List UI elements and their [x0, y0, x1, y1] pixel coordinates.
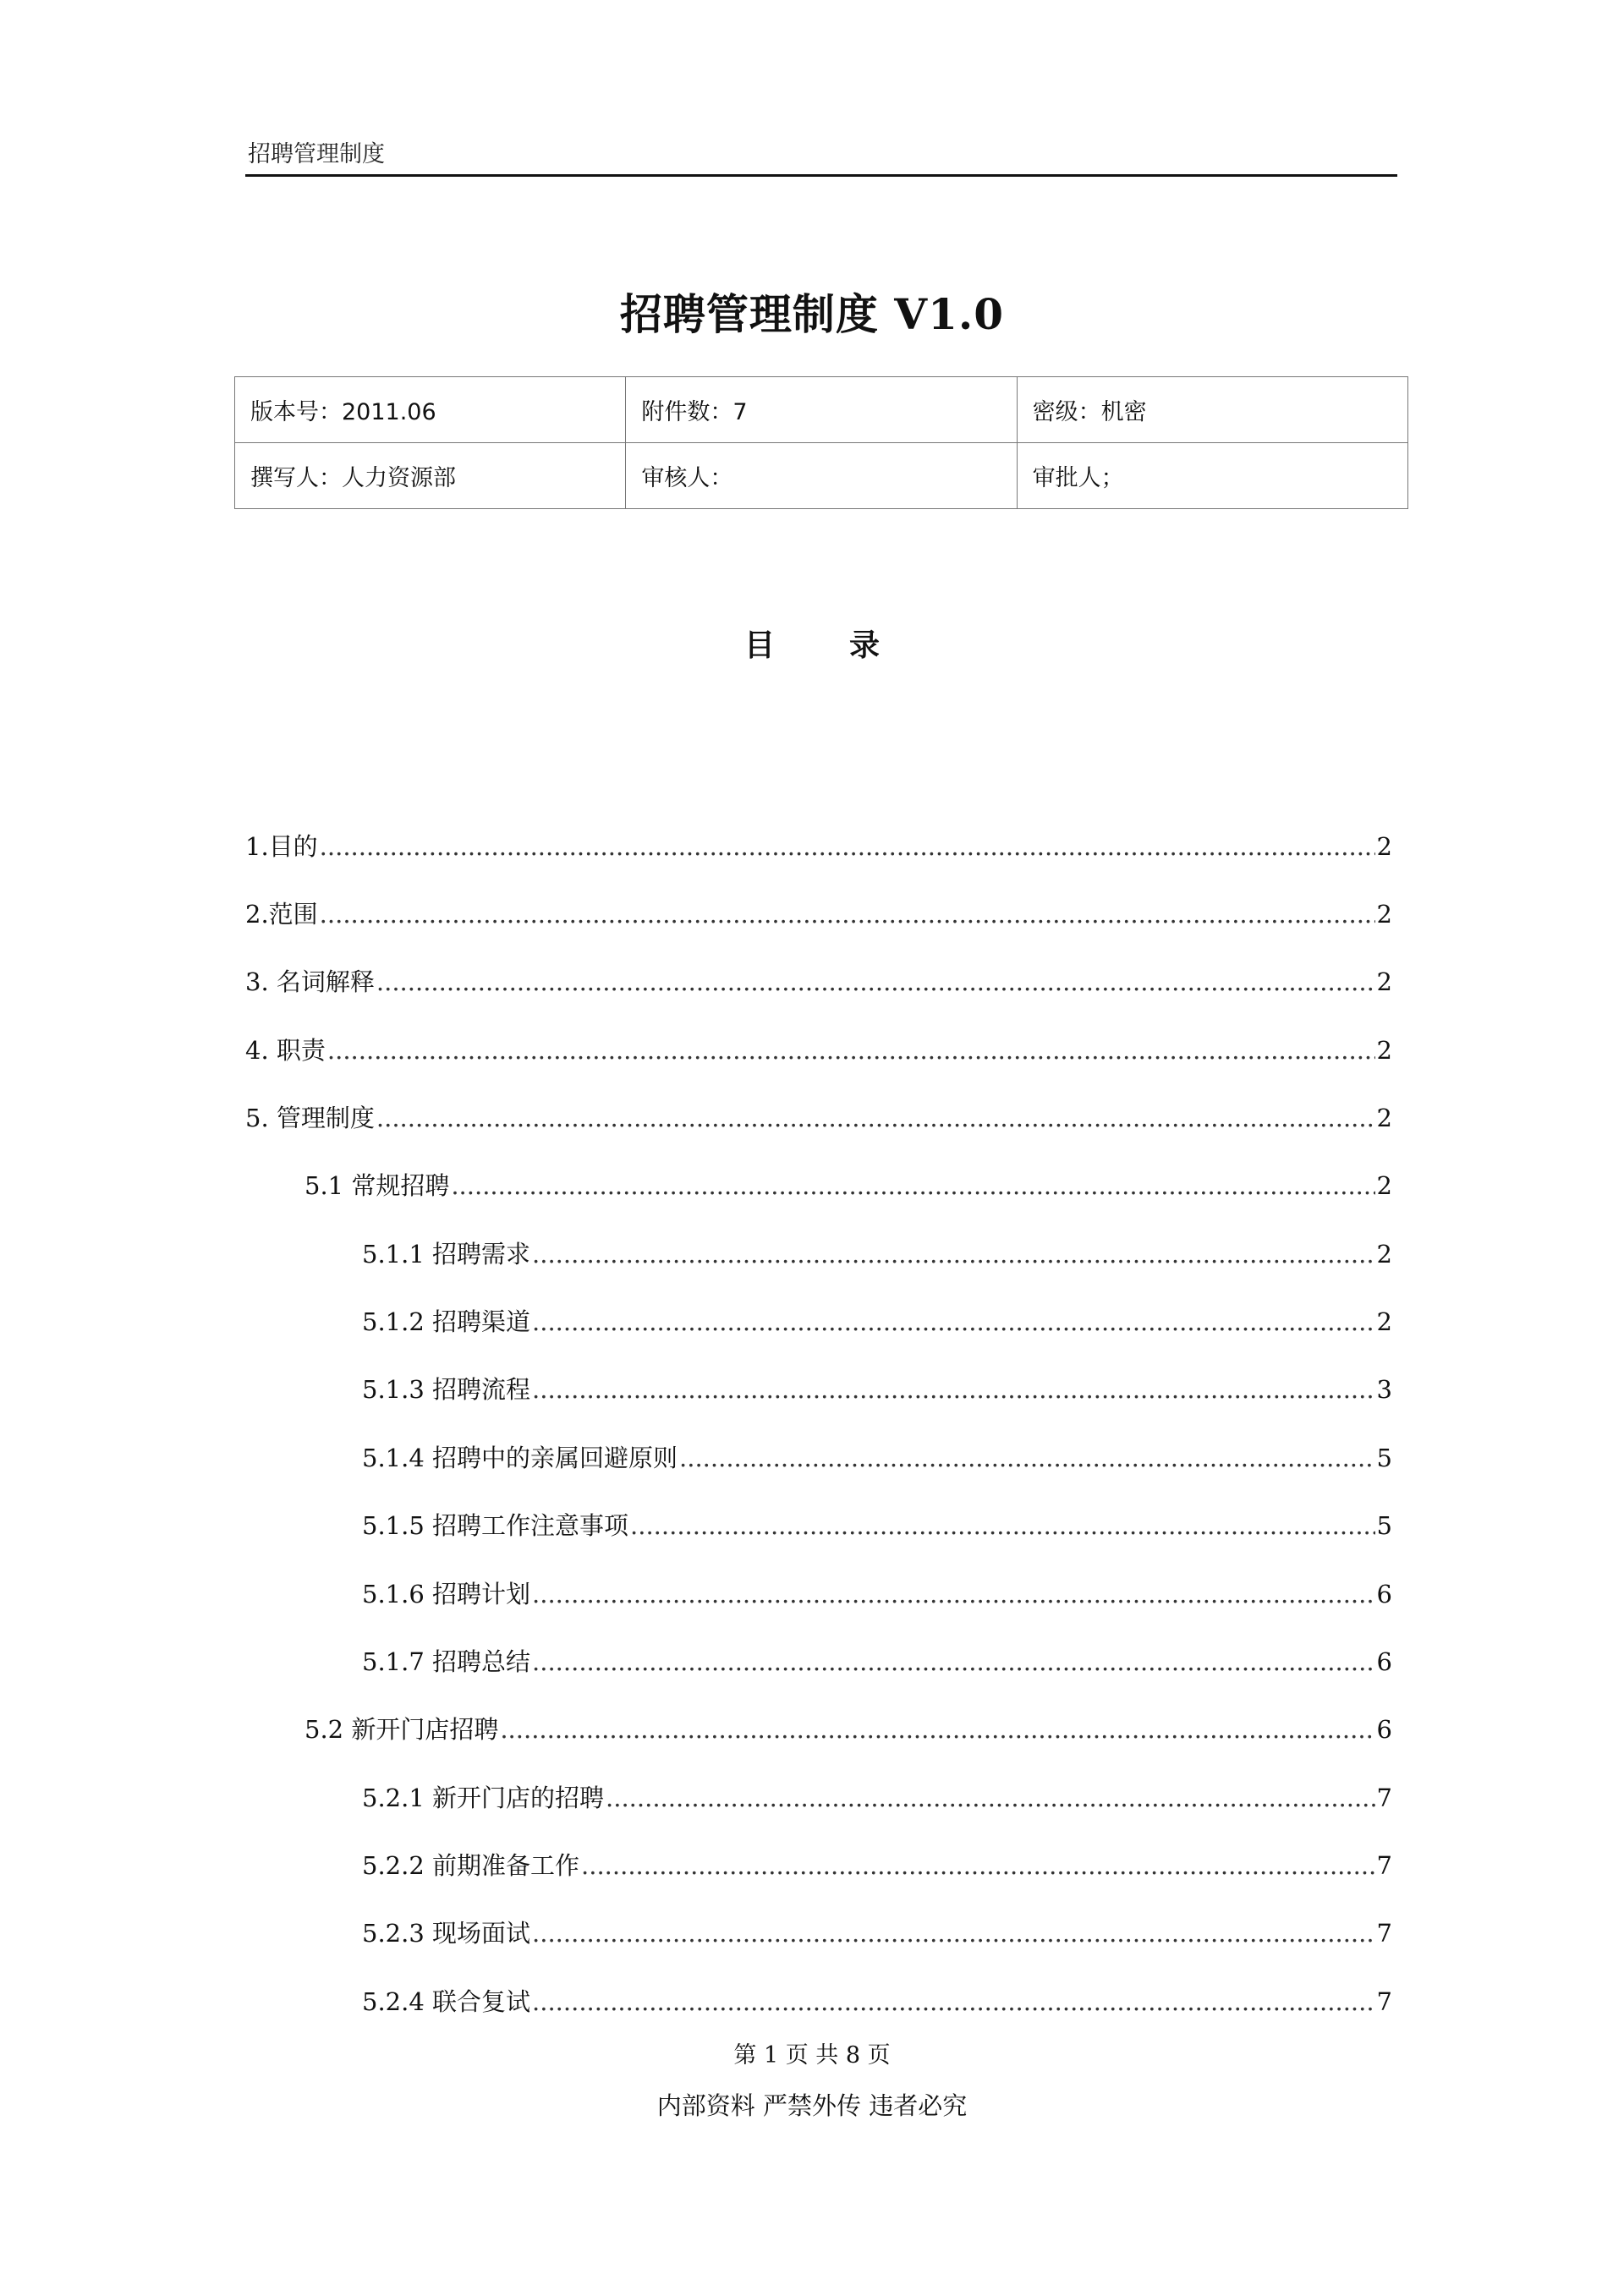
toc-leader — [581, 1847, 1375, 1884]
toc-entry-label: 5. 管理制度 — [245, 1104, 375, 1132]
toc-entry-page: 2 — [1376, 1036, 1392, 1065]
toc-leader — [532, 1983, 1375, 2020]
toc-leader — [606, 1779, 1375, 1817]
toc-entry[interactable] — [362, 1779, 1392, 1817]
toc-entry[interactable] — [362, 1236, 1392, 1273]
toc-entry-page: 5 — [1376, 1444, 1392, 1472]
toc-leader — [320, 896, 1375, 933]
toc-entry[interactable] — [245, 1032, 1392, 1069]
page-number-footer: 第 1 页 共 8 页 — [733, 2042, 891, 2069]
toc-entry[interactable] — [304, 1167, 1392, 1204]
toc-entry[interactable] — [362, 1371, 1392, 1408]
toc-entry[interactable] — [362, 1643, 1392, 1680]
toc-leader — [320, 828, 1375, 865]
toc-entry-label: 5.2.2 前期准备工作 — [362, 1851, 580, 1880]
toc-leader — [376, 963, 1375, 1000]
toc-heading-left: 目 — [743, 628, 775, 663]
toc-entry-label: 4. 职责 — [245, 1036, 326, 1065]
toc-entry-label: 5.2 新开门店招聘 — [304, 1715, 499, 1744]
classification-cell: 密级：机密 — [1017, 377, 1407, 443]
document-title: 招聘管理制度 V1.0 — [619, 289, 1005, 339]
toc-entry[interactable] — [362, 1915, 1392, 1952]
toc-entry[interactable] — [362, 1575, 1392, 1613]
toc-entry-label: 3. 名词解释 — [245, 967, 375, 996]
toc-entry-label: 5.1.3 招聘流程 — [362, 1375, 531, 1404]
toc-entry-label: 5.2.4 联合复试 — [362, 1987, 531, 2016]
running-header: 招聘管理制度 — [248, 141, 385, 167]
toc-entry-label: 5.1.7 招聘总结 — [362, 1647, 531, 1676]
toc-entry[interactable] — [362, 1303, 1392, 1340]
toc-entry-label: 5.1.2 招聘渠道 — [362, 1307, 531, 1336]
confidentiality-notice: 内部资料 严禁外传 违者必究 — [656, 2091, 968, 2120]
toc-entry-page: 2 — [1376, 967, 1392, 996]
toc-entry-page: 2 — [1376, 900, 1392, 929]
toc-entry-label: 5.1.6 招聘计划 — [362, 1580, 531, 1608]
toc-leader — [451, 1167, 1374, 1204]
toc-entry[interactable] — [245, 1099, 1392, 1137]
toc-entry[interactable] — [304, 1711, 1392, 1748]
toc-entry-page: 6 — [1376, 1715, 1392, 1744]
toc-entry-page: 2 — [1376, 1307, 1392, 1336]
toc-leader — [500, 1711, 1374, 1748]
toc-leader — [327, 1032, 1375, 1069]
toc-leader — [532, 1643, 1375, 1680]
toc-leader — [532, 1236, 1375, 1273]
toc-entry-page: 2 — [1376, 1240, 1392, 1269]
attachments-cell: 附件数：7 — [626, 377, 1017, 443]
toc-entry-label: 5.2.3 现场面试 — [362, 1919, 531, 1948]
approver-cell: 审批人； — [1017, 443, 1407, 509]
toc-entry[interactable] — [245, 896, 1392, 933]
toc-entry-page: 6 — [1376, 1647, 1392, 1676]
toc-heading-right: 录 — [849, 628, 881, 663]
toc-leader — [630, 1507, 1375, 1544]
version-cell: 版本号：2011.06 — [235, 377, 626, 443]
toc-entry-page: 7 — [1376, 1987, 1392, 2016]
toc-entry[interactable] — [362, 1439, 1392, 1477]
toc-entry-page: 2 — [1376, 1171, 1392, 1200]
toc-entry-page: 5 — [1376, 1511, 1392, 1540]
toc-leader — [679, 1439, 1375, 1477]
toc-entry[interactable] — [245, 963, 1392, 1000]
toc-entry[interactable] — [362, 1983, 1392, 2020]
toc-entry[interactable] — [245, 828, 1392, 865]
toc-entry-label: 5.1 常规招聘 — [304, 1171, 450, 1200]
toc-entry-page: 7 — [1376, 1919, 1392, 1948]
toc-entry[interactable] — [362, 1507, 1392, 1544]
toc-entry-page: 2 — [1376, 1104, 1392, 1132]
toc-entry-label: 5.1.4 招聘中的亲属回避原则 — [362, 1444, 678, 1472]
toc-leader — [376, 1099, 1375, 1137]
toc-leader — [532, 1303, 1375, 1340]
toc-entry-page: 2 — [1376, 832, 1392, 861]
reviewer-cell: 审核人： — [626, 443, 1017, 509]
toc-entry-page: 6 — [1376, 1580, 1392, 1608]
toc-entry[interactable] — [362, 1847, 1392, 1884]
toc-entry-page: 7 — [1376, 1784, 1392, 1812]
toc-leader — [532, 1915, 1375, 1952]
toc-entry-label: 5.1.5 招聘工作注意事项 — [362, 1511, 629, 1540]
toc-entry-label: 2.范围 — [245, 900, 318, 929]
toc-entry-label: 5.1.1 招聘需求 — [362, 1240, 531, 1269]
toc-entry-label: 1.目的 — [245, 832, 318, 861]
author-cell: 撰写人：人力资源部 — [235, 443, 626, 509]
toc-entry-page: 3 — [1376, 1375, 1392, 1404]
toc-leader — [532, 1371, 1375, 1408]
toc-entry-page: 7 — [1376, 1851, 1392, 1880]
toc-leader — [532, 1575, 1375, 1613]
toc-entry-label: 5.2.1 新开门店的招聘 — [362, 1784, 605, 1812]
